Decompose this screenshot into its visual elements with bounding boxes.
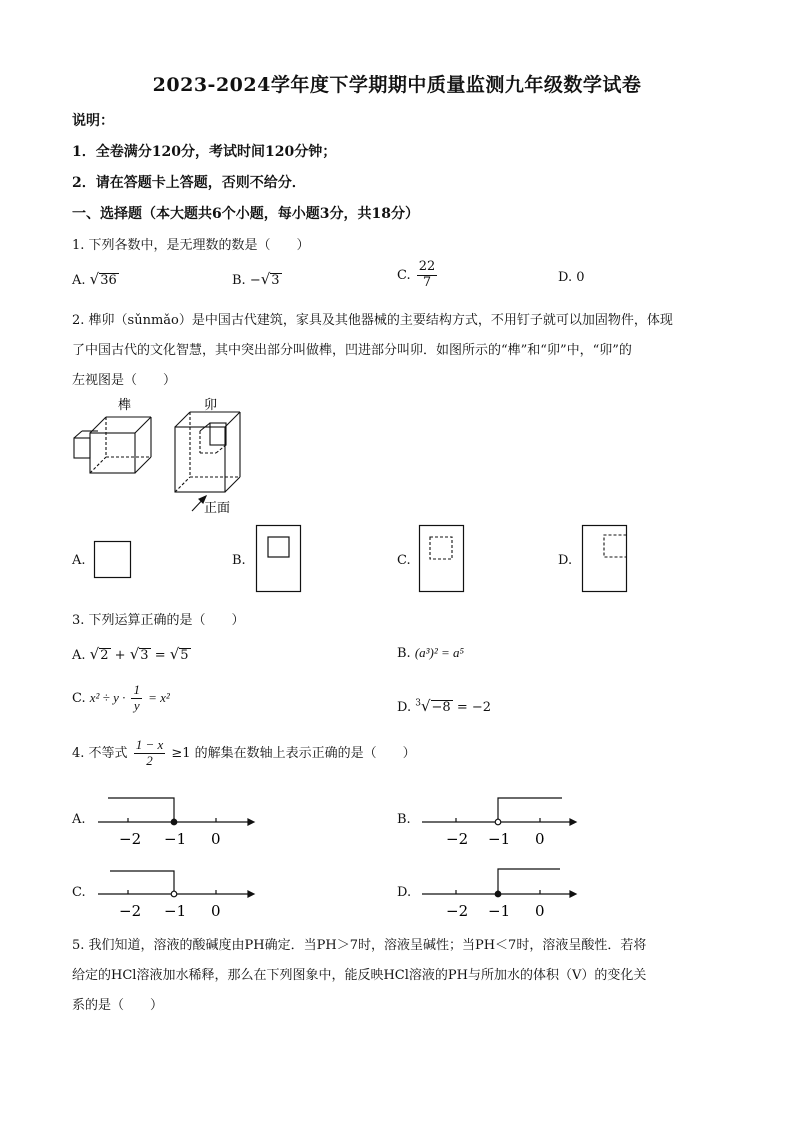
q1-b-radicand: 3 (271, 273, 280, 288)
mortise-label: 卯 (204, 398, 218, 413)
q4-option-c-label: C. (72, 885, 86, 900)
q5-stem-line-3: 系的是（ ） (72, 998, 164, 1013)
q3-a-equals: = (154, 648, 166, 663)
q4-stem-suffix: ≥1 的解集在数轴上表示正确的是（ ） (171, 745, 416, 761)
q1-option-c (397, 260, 439, 291)
axis-tick-neg1: −1 (488, 830, 511, 848)
q4-option-a-label: A. (72, 812, 86, 827)
q1-stem: 1. 下列各数中，是无理数的数是（ ） (72, 238, 310, 253)
q4-stem-prefix: 4. 不等式 (72, 745, 128, 761)
q1-c-label: C. (397, 267, 411, 283)
q3-a-plus: + (114, 648, 126, 663)
q4-option-c-numberline (98, 866, 258, 926)
q3-c-numerator: 1 (133, 682, 140, 697)
q3-c-label: C. (72, 690, 86, 706)
q5-stem-line-2: 给定的HCl溶液加水稀释，那么在下列图象中，能反映HCl溶液的PH与所加水的体积（V）的变化关 (72, 968, 647, 983)
q4-stem (72, 738, 416, 769)
q3-d-index: 3 (415, 698, 421, 709)
mortise-block (175, 412, 240, 492)
tenon-block (74, 417, 151, 473)
axis-tick-neg1: −1 (164, 830, 187, 848)
q3-d-rhs: = −2 (456, 700, 492, 715)
q4-frac-denominator: 2 (146, 752, 153, 768)
q2-stem-line-3: 左视图是（ ） (72, 373, 177, 388)
tenon-mortise-figure (70, 395, 250, 520)
q4-option-a-numberline (98, 792, 258, 852)
q2-option-b-view (256, 525, 302, 593)
axis-tick-neg2: −2 (446, 902, 469, 920)
q2-option-c-view (419, 525, 465, 593)
q3-a-label: A. (72, 648, 86, 663)
q3-c-right: = x² (148, 689, 170, 705)
q4-option-b-label: B. (397, 812, 411, 827)
q1-b-prefix: − (249, 273, 261, 288)
q3-a-radicand-3: 5 (180, 648, 189, 663)
q3-c-left: x² ÷ y · (89, 689, 126, 705)
section-heading: 一、选择题（本大题共6个小题，每小题3分，共18分） (72, 206, 419, 222)
q3-a-radicand-1: 2 (100, 648, 109, 663)
q4-option-d-numberline (422, 864, 582, 924)
q1-a-label: A. (72, 273, 86, 288)
q1-a-radicand: 36 (100, 273, 117, 288)
front-label: 正面 (204, 501, 231, 516)
axis-tick-0: 0 (535, 830, 545, 848)
q4-option-d-label: D. (397, 885, 412, 900)
q5-stem-line-1: 5. 我们知道，溶液的酸碱度由PH确定．当PH＞7时，溶液呈碱性；当PH＜7时，溶液呈酸性．若将 (72, 938, 647, 953)
q1-d-label: D. (558, 270, 573, 285)
q3-b-expression: (a³)² = a⁵ (414, 645, 465, 660)
q2-option-b-label: B. (232, 553, 246, 568)
q2-stem-line-1: 2. 榫卯（sǔnmǎo）是中国古代建筑，家具及其他器械的主要结构方式，不用钉子就可以加固物件，体现 (72, 313, 673, 328)
instruction-item-1: 1．全卷满分120分，考试时间120分钟； (72, 144, 337, 160)
q3-d-label: D. (397, 700, 412, 715)
instructions-heading: 说明： (72, 113, 114, 129)
q4-option-b-numberline (422, 792, 582, 852)
q2-stem-line-2: 了中国古代的文化智慧，其中突出部分叫做榫，凹进部分叫卯．如图所示的“榫”和“卯”中，“卯”的 (72, 343, 632, 358)
q1-option-b: B. −√3 (232, 270, 280, 288)
q2-option-d-view (582, 525, 628, 593)
q2-option-d-label: D. (558, 553, 573, 568)
page-title: 2023-2024学年度下学期期中质量监测九年级数学试卷 (152, 74, 642, 96)
q3-option-a: A. √2 + √3 = √5 (72, 645, 189, 663)
axis-tick-neg1: −1 (488, 902, 511, 920)
q3-c-denominator: y (133, 697, 140, 713)
q3-b-label: B. (397, 646, 411, 661)
axis-tick-neg1: −1 (164, 902, 187, 920)
q2-option-c-label: C. (397, 553, 411, 568)
q4-frac-numerator: 1 − x (135, 737, 164, 752)
q3-option-d: D. $^3$√−8 = −2 (397, 697, 492, 715)
q1-option-a: A. √36 (72, 270, 117, 288)
q2-option-a-view (94, 541, 132, 579)
q1-b-label: B. (232, 273, 246, 288)
q1-d-value: 0 (576, 270, 585, 285)
axis-tick-neg2: −2 (119, 830, 142, 848)
q3-option-b (397, 645, 464, 661)
tenon-label: 榫 (118, 398, 132, 413)
q3-d-radicand: −8 (431, 700, 451, 715)
q3-option-c (72, 683, 170, 714)
q1-option-d (558, 270, 585, 285)
instruction-item-2: 2．请在答题卡上答题，否则不给分． (72, 175, 306, 191)
q2-option-a-label: A. (72, 553, 86, 568)
q3-a-radicand-2: 3 (140, 648, 149, 663)
axis-tick-0: 0 (211, 830, 221, 848)
axis-tick-neg2: −2 (119, 902, 142, 920)
axis-tick-0: 0 (535, 902, 545, 920)
q1-c-numerator: 22 (418, 259, 436, 274)
axis-tick-neg2: −2 (446, 830, 469, 848)
axis-tick-0: 0 (211, 902, 221, 920)
q1-c-denominator: 7 (422, 274, 432, 290)
q3-stem: 3. 下列运算正确的是（ ） (72, 613, 245, 628)
